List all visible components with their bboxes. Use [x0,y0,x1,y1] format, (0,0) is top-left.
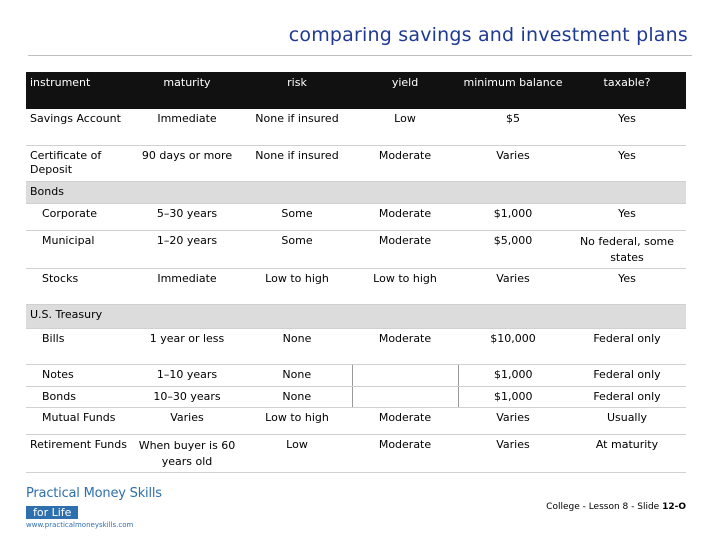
cell-taxable: Yes [568,268,686,304]
cell-taxable: Yes [568,109,686,145]
cell-yield: Moderate [352,145,458,181]
cell-minimum-balance: Varies [458,434,568,472]
cell-instrument: Savings Account [26,109,132,145]
cell-instrument: Municipal [26,230,132,268]
table-row [26,434,686,472]
section-row-bonds [26,181,686,203]
cell-maturity: 90 days or more [132,145,242,181]
cell-taxable: No federal, some states [568,230,686,268]
title-divider [28,55,692,56]
table-row [26,145,686,181]
footer-slide-number: 12-O [662,502,686,512]
col-header-minimum-balance: minimum balance [458,72,568,109]
cell-minimum-balance: Varies [458,407,568,434]
cell-yield: Low to high [352,268,458,304]
cell-instrument: Corporate [26,203,132,230]
cell-yield: Moderate [352,407,458,434]
table-row [26,203,686,230]
cell-risk: None [242,328,352,364]
cell-yield [352,386,458,407]
comparison-table [26,72,686,473]
cell-risk: Low to high [242,407,352,434]
cell-instrument: Notes [26,364,132,386]
cell-minimum-balance: $5 [458,109,568,145]
cell-maturity: When buyer is 60 years old [132,434,242,472]
cell-minimum-balance: $1,000 [458,364,568,386]
footer-text: College - Lesson 8 - Slide [546,502,663,512]
cell-risk: None if insured [242,145,352,181]
cell-yield: Moderate [352,328,458,364]
cell-minimum-balance: Varies [458,268,568,304]
cell-taxable: At maturity [568,434,686,472]
slide-footer [546,502,686,512]
col-header-taxable: taxable? [568,72,686,109]
cell-maturity: Varies [132,407,242,434]
cell-taxable: Federal only [568,386,686,407]
cell-minimum-balance: $1,000 [458,386,568,407]
cell-instrument: Bills [26,328,132,364]
cell-maturity: Immediate [132,268,242,304]
table-row [26,386,686,407]
slide-title: comparing savings and investment plans [288,24,688,46]
cell-risk: None [242,364,352,386]
cell-minimum-balance: $5,000 [458,230,568,268]
col-header-risk: risk [242,72,352,109]
col-header-yield: yield [352,72,458,109]
logo-line2: for Life [26,506,78,519]
cell-maturity: 1–10 years [132,364,242,386]
section-label: Bonds [26,181,686,203]
table-row [26,328,686,364]
cell-instrument: Retirement Funds [26,434,132,472]
table-header-row [26,72,686,109]
cell-maturity: Immediate [132,109,242,145]
table-row [26,407,686,434]
table-row [26,230,686,268]
table-row [26,364,686,386]
table-row [26,268,686,304]
logo-line1: Practical Money Skills [26,486,162,501]
cell-risk: Low to high [242,268,352,304]
cell-risk: Low [242,434,352,472]
section-label: U.S. Treasury [26,304,686,328]
cell-taxable: Federal only [568,364,686,386]
cell-risk: Some [242,203,352,230]
cell-risk: None [242,386,352,407]
cell-yield: Moderate [352,230,458,268]
col-header-maturity: maturity [132,72,242,109]
cell-maturity: 5–30 years [132,203,242,230]
cell-risk: None if insured [242,109,352,145]
cell-maturity: 1 year or less [132,328,242,364]
cell-risk: Some [242,230,352,268]
cell-minimum-balance: $1,000 [458,203,568,230]
cell-instrument: Stocks [26,268,132,304]
col-header-instrument: instrument [26,72,132,109]
cell-taxable: Yes [568,203,686,230]
cell-taxable: Federal only [568,328,686,364]
cell-minimum-balance: $10,000 [458,328,568,364]
cell-instrument: Certificate of Deposit [26,145,132,181]
section-row-treasury [26,304,686,328]
cell-maturity: 10–30 years [132,386,242,407]
cell-instrument: Mutual Funds [26,407,132,434]
cell-yield: Moderate [352,434,458,472]
cell-taxable: Yes [568,145,686,181]
practical-money-skills-logo [26,486,166,529]
cell-minimum-balance: Varies [458,145,568,181]
cell-instrument: Bonds [26,386,132,407]
cell-yield [352,364,458,386]
cell-taxable: Usually [568,407,686,434]
cell-yield: Moderate [352,203,458,230]
cell-yield: Low [352,109,458,145]
logo-url: www.practicalmoneyskills.com [26,521,134,529]
cell-maturity: 1–20 years [132,230,242,268]
table-row [26,109,686,145]
